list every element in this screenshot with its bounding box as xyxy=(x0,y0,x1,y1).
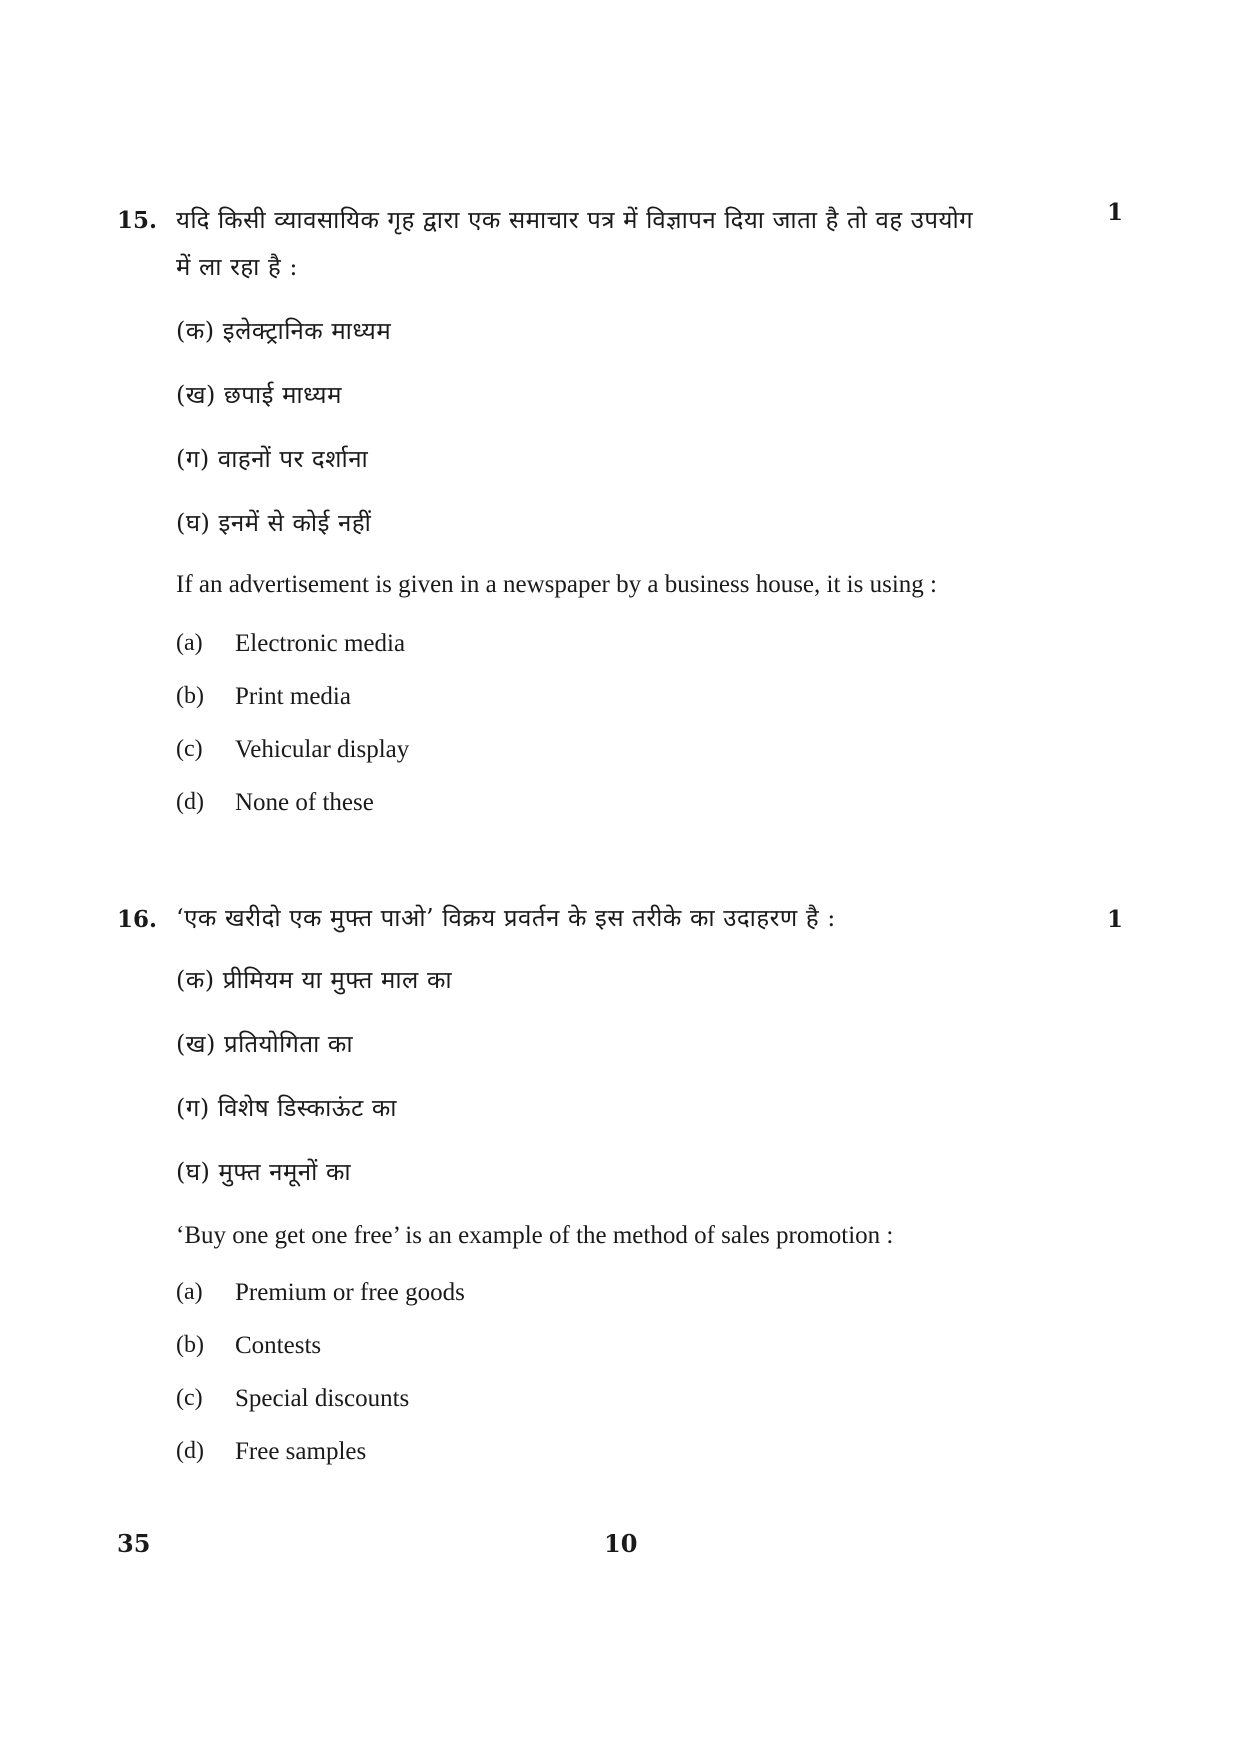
question-16-hindi-option-kha: (ख) प्रतियोगिता का xyxy=(176,1030,354,1058)
footer-page-number: 10 xyxy=(604,1529,638,1558)
question-16-number: 16. xyxy=(117,906,158,933)
question-15-option-b-text: Print media xyxy=(235,683,351,710)
question-16-option-b-text: Contests xyxy=(235,1332,322,1359)
question-16-option-c-text: Special discounts xyxy=(235,1385,410,1412)
question-15-hindi-option-ga: (ग) वाहनों पर दर्शाना xyxy=(176,445,369,473)
question-16-option-b-letter: (b) xyxy=(176,1332,204,1358)
question-15-option-a-text: Electronic media xyxy=(235,630,406,657)
question-16-hindi-option-ga: (ग) विशेष डिस्काऊंट का xyxy=(176,1094,398,1122)
question-16-hindi-stem: ‘एक खरीदो एक मुफ्त पाओ’ विक्रय प्रवर्तन के इस तरीके का उदाहरण है : xyxy=(176,904,836,932)
question-15-option-b-letter: (b) xyxy=(176,683,204,709)
question-16-hindi-option-gha: (घ) मुफ्त नमूनों का xyxy=(176,1158,352,1186)
question-16-option-a-text: Premium or free goods xyxy=(235,1279,465,1306)
footer-paper-code: 35 xyxy=(117,1529,151,1558)
question-16-option-d-letter: (d) xyxy=(176,1438,204,1464)
question-15-option-c-text: Vehicular display xyxy=(235,736,410,763)
question-16-option-c-letter: (c) xyxy=(176,1385,203,1411)
question-15-english-stem: If an advertisement is given in a newspaper by a business house, it is using : xyxy=(176,571,937,598)
question-16-english-stem: ‘Buy one get one free’ is an example of the method of sales promotion : xyxy=(176,1222,894,1249)
question-15-option-d-text: None of these xyxy=(235,789,374,816)
question-15-hindi-stem-line1: यदि किसी व्यावसायिक गृह द्वारा एक समाचार पत्र में विज्ञापन दिया जाता है तो वह उपयोग xyxy=(176,206,974,234)
question-15-hindi-option-gha: (घ) इनमें से कोई नहीं xyxy=(176,509,372,537)
question-16-marks: 1 xyxy=(1107,906,1124,933)
question-15-hindi-option-ka: (क) इलेक्ट्रानिक माध्यम xyxy=(176,317,392,345)
question-15-hindi-stem-line2: में ला रहा है : xyxy=(176,253,298,281)
question-15-hindi-option-kha: (ख) छपाई माध्यम xyxy=(176,381,342,409)
question-15-number: 15. xyxy=(117,207,158,234)
question-16-hindi-option-ka: (क) प्रीमियम या मुफ्त माल का xyxy=(176,966,453,994)
question-15-marks: 1 xyxy=(1107,199,1124,226)
question-16-option-a-letter: (a) xyxy=(176,1279,203,1305)
question-15-option-c-letter: (c) xyxy=(176,736,203,762)
question-15-option-d-letter: (d) xyxy=(176,789,204,815)
question-16-option-d-text: Free samples xyxy=(235,1438,367,1465)
question-15-option-a-letter: (a) xyxy=(176,630,203,656)
